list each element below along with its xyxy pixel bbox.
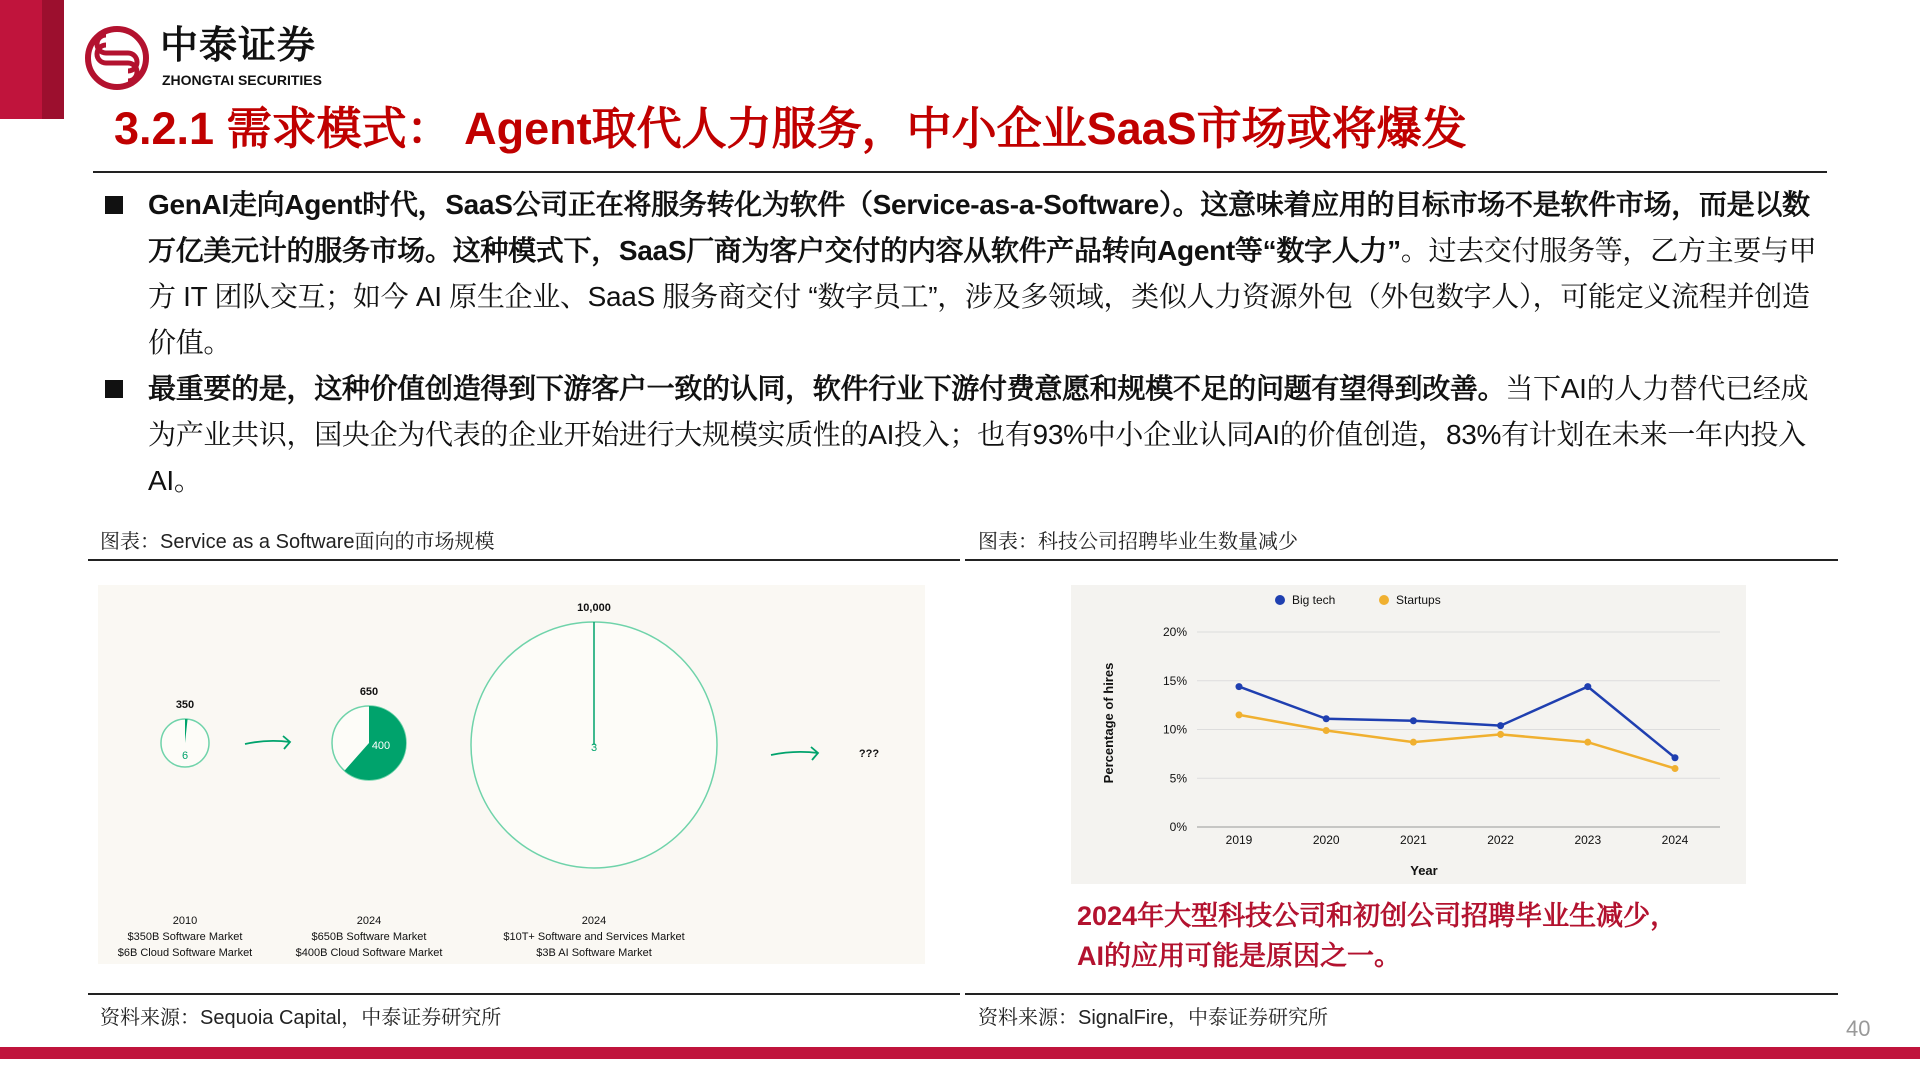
page-number: 40 — [1846, 1016, 1871, 1041]
bullet-square-icon — [105, 196, 123, 214]
x-tick-label: 2021 — [1400, 833, 1427, 847]
chart-note — [1077, 896, 1677, 976]
note-line: 2024年大型科技公司和初创公司招聘毕业生减少， — [1077, 901, 1678, 931]
footer-bar — [0, 1047, 1920, 1059]
bullet-square-icon — [105, 380, 123, 398]
data-point — [1410, 717, 1417, 724]
arrow-icon — [771, 747, 818, 760]
market-label: $650B Software Market — [311, 931, 427, 943]
market-label: $400B Cloud Software Market — [295, 947, 443, 959]
legend-label: Big tech — [1292, 593, 1336, 607]
logo-icon — [84, 25, 150, 91]
y-tick-label: 0% — [1169, 820, 1187, 834]
total-label: 10,000 — [577, 602, 611, 614]
data-point — [1323, 727, 1330, 734]
x-tick-label: 2020 — [1312, 833, 1340, 847]
brand-bar-dark — [42, 0, 64, 119]
market-size-figure — [98, 585, 925, 964]
bullet-bold-text: GenAI走向Agent时代，SaaS公司正在将服务转化为软件（Service-as-a-Software）。这意味着应用的目标市场不是软件市场，而是以数万亿美元计的服务市场。这种模式下，SaaS厂商为客户交付的内容从软件产品转向Agent等“数字人力” — [148, 189, 1810, 266]
data-point — [1236, 711, 1243, 718]
part-label: 6 — [181, 750, 189, 762]
market-label: $350B Software Market — [127, 931, 243, 943]
data-point — [1672, 765, 1679, 772]
source-divider — [965, 993, 1838, 995]
left-source: 资料来源：Sequoia Capital，中泰证券研究所 — [100, 1007, 502, 1029]
bullet-list — [105, 182, 1825, 504]
total-label: 650 — [359, 686, 379, 698]
data-point — [1236, 683, 1243, 690]
data-point — [1497, 722, 1504, 729]
x-axis-label: Year — [1410, 863, 1438, 878]
legend-marker — [1275, 595, 1285, 605]
series-line — [1239, 687, 1675, 758]
data-point — [1410, 739, 1417, 746]
y-tick-label: 15% — [1162, 673, 1187, 688]
y-tick-label: 20% — [1162, 625, 1187, 639]
total-label: 350 — [175, 699, 195, 711]
caption-divider — [88, 559, 960, 561]
caption-divider — [965, 559, 1838, 561]
note-line: AI的应用可能是原因之一。 — [1077, 941, 1401, 971]
bullet-item — [105, 366, 1825, 504]
y-axis-label: Percentage of hires — [1101, 662, 1116, 784]
part-label: 3 — [590, 742, 598, 754]
data-point — [1584, 683, 1591, 690]
market-label: $6B Cloud Software Market — [117, 947, 253, 959]
y-tick-label: 10% — [1162, 722, 1187, 737]
x-tick-label: 2023 — [1574, 833, 1602, 847]
part-label: 400 — [371, 740, 391, 752]
left-figure-caption: 图表：Service as a Software面向的市场规模 — [100, 531, 495, 553]
data-point — [1584, 739, 1591, 746]
bullet-bold-text: 最重要的是，这种价值创造得到下游客户一致的认同，软件行业下游付费意愿和规模不足的问题有望得到改善。 — [148, 373, 1506, 404]
right-figure-caption: 图表：科技公司招聘毕业生数量减少 — [978, 531, 1298, 553]
logo-subtext: ZHONGTAI SECURITIES — [162, 72, 322, 88]
market-label: $3B AI Software Market — [536, 947, 652, 959]
right-source: 资料来源：SignalFire，中泰证券研究所 — [978, 1007, 1329, 1029]
legend-marker — [1379, 595, 1389, 605]
y-tick-label: 5% — [1169, 771, 1187, 786]
bullet-item — [105, 182, 1825, 366]
market-label: $10T+ Software and Services Market — [503, 931, 685, 943]
legend-label: Startups — [1396, 593, 1441, 607]
bullet-text: 当下AI的人力替代已经成为产业共识，国央企为代表的企业开始进行大规模实质性的AI投入；也有93%中小企业认同AI的价值创造，83%有计划在未来一年内投入AI。 — [148, 373, 1809, 496]
year-label: 2024 — [356, 915, 382, 927]
x-tick-label: 2019 — [1225, 833, 1253, 847]
unknown-label: ??? — [858, 748, 880, 760]
data-point — [1323, 715, 1330, 722]
year-label: 2024 — [581, 915, 607, 927]
bullet-text: 。过去交付服务等，乙方主要与甲方 IT 团队交互；如今 AI 原生企业、SaaS 服务商交付 “数字员工”，涉及多领域，类似人力资源外包（外包数字人），可能定义流程并创造价值。 — [148, 235, 1817, 358]
hires-chart — [1071, 585, 1746, 884]
page-title: 3.2.1 需求模式： Agent取代人力服务，中小企业SaaS市场或将爆发 — [114, 103, 1467, 154]
x-tick-label: 2022 — [1487, 833, 1514, 847]
data-point — [1497, 731, 1504, 738]
year-label: 2010 — [172, 915, 198, 927]
logo-text: 中泰证券 — [160, 25, 317, 67]
x-tick-label: 2024 — [1661, 833, 1689, 847]
data-point — [1672, 754, 1679, 761]
source-divider — [88, 993, 960, 995]
title-divider — [93, 171, 1827, 173]
arrow-icon — [245, 736, 290, 749]
